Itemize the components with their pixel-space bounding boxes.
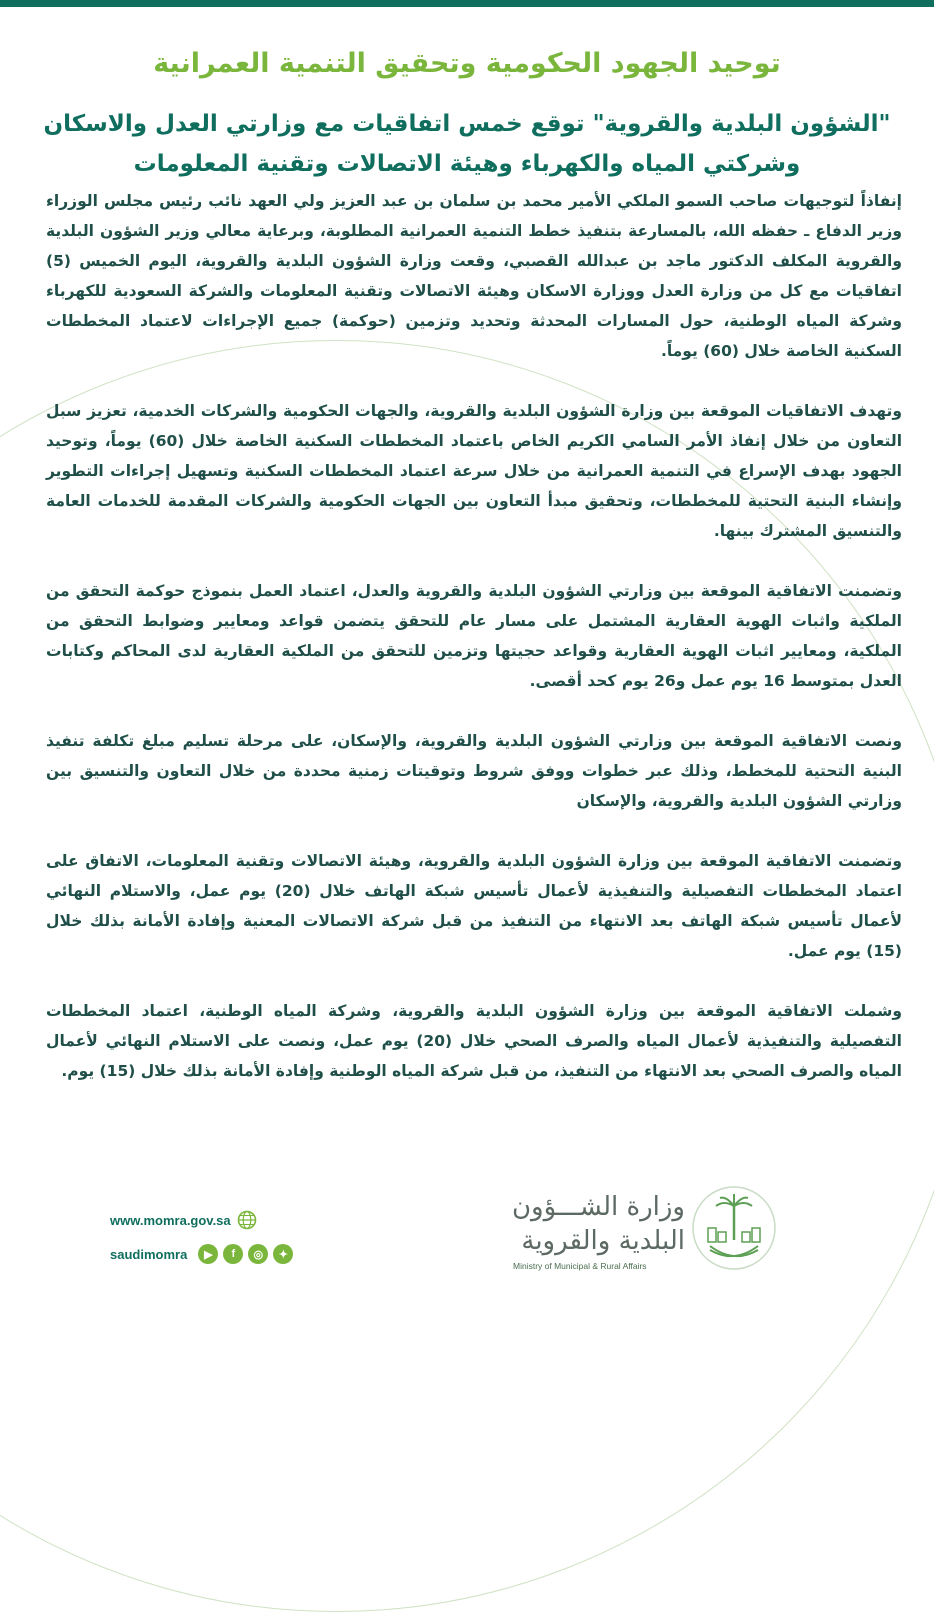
footer (0, 1180, 934, 1280)
website-link[interactable]: www.momra.gov.sa (110, 1212, 231, 1228)
ministry-logo-block (505, 1190, 825, 1275)
ministry-emblem-icon (690, 1184, 778, 1274)
paragraph: وتضمنت الاتفاقية الموقعة بين وزارتي الشؤون البلدية والقروية والعدل، اعتماد العمل بنموذج حوكمة التحقق من الملكية واثبات الهوية العقارية المشتمل على مسار عام للتحقق يتضمن قواعد ومعايير وضوابط التحقق من الملكية، ومعايير اثبات الهوية العقارية وقواعد حجيتها وتزمين للتحقق من الملكية العقارية لدى المحاكم وكتابات العدل بمتوسط 16 يوم عمل و26 يوم كحد أقصى. (46, 582, 902, 690)
subtitle (40, 104, 894, 184)
paragraph: وتضمنت الاتفاقية الموقعة بين وزارة الشؤون البلدية والقروية، وهيئة الاتصالات وتقنية المعلومات، الاتفاق على اعتماد المخططات التفصيلية والتنفيذية لأعمال تأسيس شبكة الهاتف خلال (20) يوم عمل، والاستلام النهائي لأعمال تأسيس شبكة الهاتف بعد الانتهاء من التنفيذ من قبل شركة الاتصالات المعنية وإفادة الأمانة بذلك خلال (15) يوم عمل. (46, 852, 902, 960)
ministry-name-en: Ministry of Municipal & Rural Affairs (513, 1261, 647, 1271)
page-title: توحيد الجهود الحكومية وتحقيق التنمية العمرانية (153, 48, 781, 79)
globe-icon (237, 1210, 257, 1230)
website-row[interactable] (110, 1210, 257, 1230)
twitter-icon[interactable]: ✦ (273, 1244, 293, 1264)
paragraph: وتهدف الاتفاقيات الموقعة بين وزارة الشؤون البلدية والقروية، والجهات الحكومية والشركات الخدمية، تعزيز سبل التعاون من خلال إنفاذ الأمر السامي الكريم الخاص باعتماد المخططات السكنية الخاصة خلال (60) يوماً، وتوحيد الجهود بهدف الإسراع في التنمية العمرانية من خلال سرعة اعتماد المخططات السكنية وتسهيل إجراءات التطوير وإنشاء البنية التحتية للمخططات، وتحقيق مبدأ التعاون بين الجهات الحكومية والشركات المقدمة للخدمات العامة والتنسيق المشترك بينها. (46, 402, 903, 540)
instagram-icon[interactable]: ◎ (248, 1244, 268, 1264)
top-accent-bar (0, 0, 934, 7)
article-body (46, 186, 902, 1116)
paragraph: إنفاذاً لتوجيهات صاحب السمو الملكي الأمير محمد بن سلمان بن عبد العزيز ولي العهد نائب رئيس مجلس الوزراء وزير الدفاع ـ حفظه الله، بالمسارعة بتنفيذ خطط التنمية العمرانية المطلوبة، وبرعاية معالي وزير الشؤون البلدية والقروية المكلف الدكتور ماجد بن عبدالله القصبي، وقعت وزارة الشؤون البلدية والقروية، اليوم الخميس (5) اتفاقيات مع كل من وزارة العدل ووزارة الاسكان وهيئة الاتصالات وتقنية المعلومات والشركة السعودية للكهرباء وشركة المياه الوطنية، حول المسارات المحدثة وتحديد وتزمين (حوكمة) جميع الإجراءات لاعتماد المخططات السكنية الخاصة خلال (60) يوماً. (46, 192, 902, 360)
paragraph: ونصت الاتفاقية الموقعة بين وزارتي الشؤون البلدية والقروية، والإسكان، على مرحلة تسليم مبلغ تكلفة تنفيذ البنية التحتية للمخطط، وذلك عبر خطوات ووفق شروط وتوقيتات زمنية محددة من خلال التعاون والتنسيق بين وزارتي الشؤون البلدية والقروية، والإسكان (46, 732, 902, 810)
subtitle-line-2: وشركتي المياه والكهرباء وهيئة الاتصالات وتقنية المعلومات (133, 151, 801, 177)
facebook-icon[interactable]: f (223, 1244, 243, 1264)
paragraph: وشملت الاتفاقية الموقعة بين وزارة الشؤون البلدية والقروية، وشركة المياه الوطنية، اعتماد المخططات التفصيلية والتنفيذية لأعمال المياه والصرف الصحي خلال (20) يوم عمل، ونصت على الاستلام النهائي لأعمال المياه والصرف الصحي بعد الانتهاء من التنفيذ، من قبل شركة المياه الوطنية وإفادة الأمانة بذلك خلال (15) يوم. (46, 1002, 902, 1080)
ministry-name-ar-line-1: وزارة الشـــؤون (511, 1192, 685, 1222)
social-handle: saudimomra (110, 1246, 188, 1262)
subtitle-line-1: "الشؤون البلدية والقروية" توقع خمس اتفاقيات مع وزارتي العدل والاسكان (43, 111, 891, 137)
ministry-name-ar-line-2: البلدية والقروية (521, 1226, 685, 1256)
youtube-icon[interactable]: ▶ (198, 1244, 218, 1264)
social-row (110, 1244, 293, 1264)
